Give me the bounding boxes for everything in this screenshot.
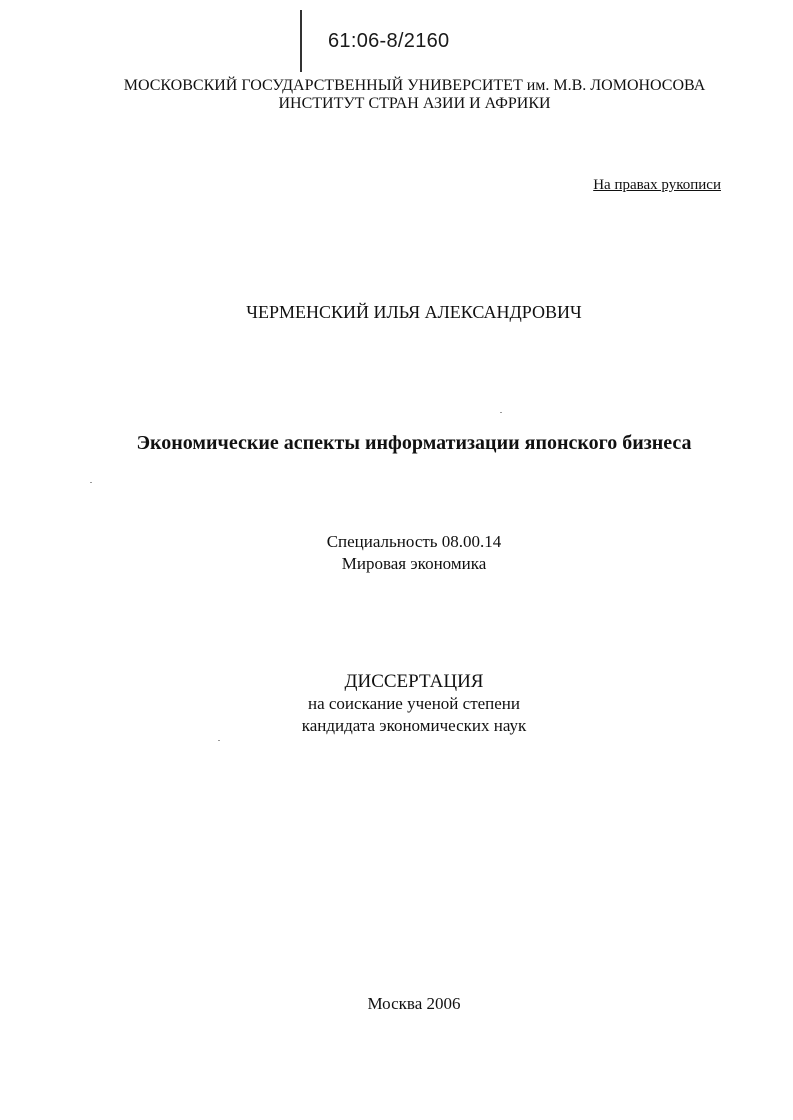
institute-name: ИНСТИТУТ СТРАН АЗИИ И АФРИКИ [278, 95, 551, 112]
library-stamp-code: 61:06-8/2160 [328, 30, 450, 52]
dissertation-title: Экономические аспекты информатизации японского бизнеса [136, 432, 692, 454]
degree-line-2: кандидата экономических наук [301, 716, 527, 735]
degree-line-1: на соискание ученой степени [307, 694, 521, 713]
scan-speck [500, 412, 502, 413]
scan-speck [90, 482, 92, 483]
scan-speck [218, 740, 220, 741]
stamp-vertical-line [300, 10, 302, 72]
manuscript-rights-note: На правах рукописи [593, 177, 721, 193]
specialty-name: Мировая экономика [341, 554, 487, 573]
specialty-block [0, 531, 793, 575]
dissertation-heading: ДИССЕРТАЦИЯ [344, 671, 484, 692]
university-name: МОСКОВСКИЙ ГОСУДАРСТВЕННЫЙ УНИВЕРСИТЕТ им. М.В. ЛОМОНОСОВА [123, 77, 706, 94]
place-and-year: Москва 2006 [367, 994, 461, 1013]
dissertation-block [0, 671, 793, 737]
specialty-code: Специальность 08.00.14 [326, 532, 502, 551]
author-name: ЧЕРМЕНСКИЙ ИЛЬЯ АЛЕКСАНДРОВИЧ [246, 302, 582, 322]
